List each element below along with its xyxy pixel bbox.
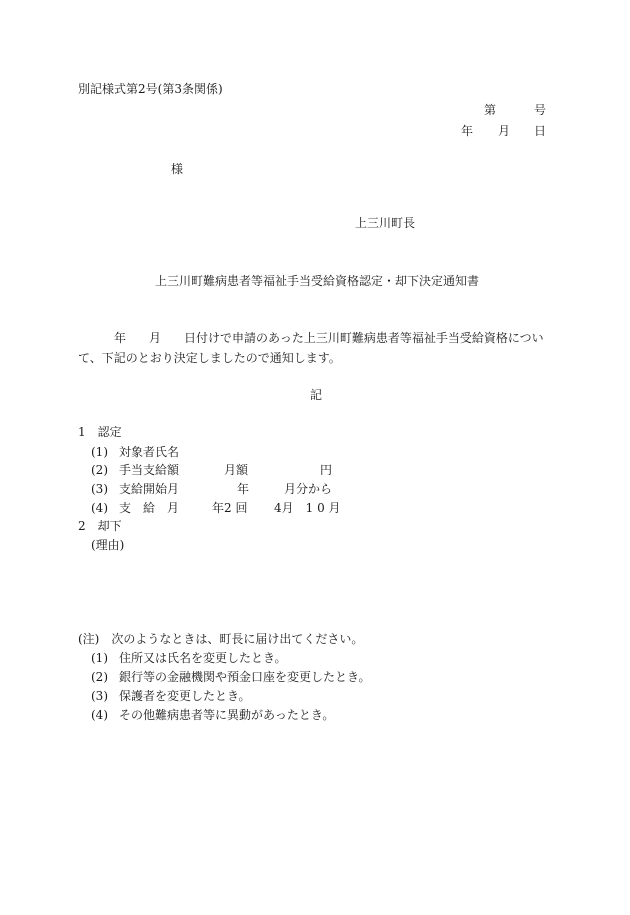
start-year: 年 — [237, 482, 250, 496]
number-prefix: 第 — [484, 103, 497, 117]
intro-month: 月 — [149, 331, 162, 345]
section2-heading: 2 却下 — [78, 519, 122, 533]
payment-months-list: 4月 1 0 月 — [274, 501, 341, 515]
date-year: 年 — [461, 124, 474, 138]
note-text: 住所又は氏名を変更したとき。 — [119, 651, 287, 665]
rejection-reason-label: (理由) — [91, 538, 125, 552]
item-num: (1) — [91, 445, 108, 459]
notes-heading: (注) 次のようなときは、町長に届け出てください。 — [78, 632, 364, 646]
date-month: 月 — [498, 124, 511, 138]
intro-year: 年 — [114, 331, 127, 345]
number-suffix: 号 — [534, 103, 547, 117]
note-num: (2) — [91, 670, 108, 684]
item-label: 対象者氏名 — [119, 445, 180, 459]
note-num: (1) — [91, 651, 108, 665]
section1-heading: 1 認定 — [78, 425, 122, 439]
item-label: 支給開始月 — [119, 482, 180, 496]
yen-unit: 円 — [320, 463, 333, 477]
note-num: (3) — [91, 689, 108, 703]
payment-times: 年2 回 — [212, 501, 248, 515]
note-text: その他難病患者等に異動があったとき。 — [119, 708, 335, 722]
intro-text-line1: 日付けで申請のあった上三川町難病患者等福祉手当受給資格につい — [184, 331, 544, 345]
item-num: (4) — [91, 501, 108, 515]
item-num: (3) — [91, 482, 108, 496]
start-month-suffix: 月分から — [284, 482, 333, 496]
item-label: 支 給 月 — [119, 501, 180, 515]
intro-text-line2: て、下記のとおり決定しましたので通知します。 — [78, 351, 341, 365]
item-num: (2) — [91, 463, 108, 477]
monthly-amount-label: 月額 — [224, 463, 249, 477]
document-title: 上三川町難病患者等福祉手当受給資格認定・却下決定通知書 — [155, 274, 480, 288]
note-text: 保護者を変更したとき。 — [119, 689, 251, 703]
addressee-suffix: 様 — [171, 162, 184, 176]
note-text: 銀行等の金融機関や預金口座を変更したとき。 — [119, 670, 371, 684]
issuer: 上三川町長 — [355, 216, 416, 230]
ki-heading: 記 — [310, 388, 323, 402]
item-label: 手当支給額 — [119, 463, 180, 477]
date-day: 日 — [534, 124, 547, 138]
form-label: 別記様式第2号(第3条関係) — [78, 82, 223, 96]
note-num: (4) — [91, 708, 108, 722]
